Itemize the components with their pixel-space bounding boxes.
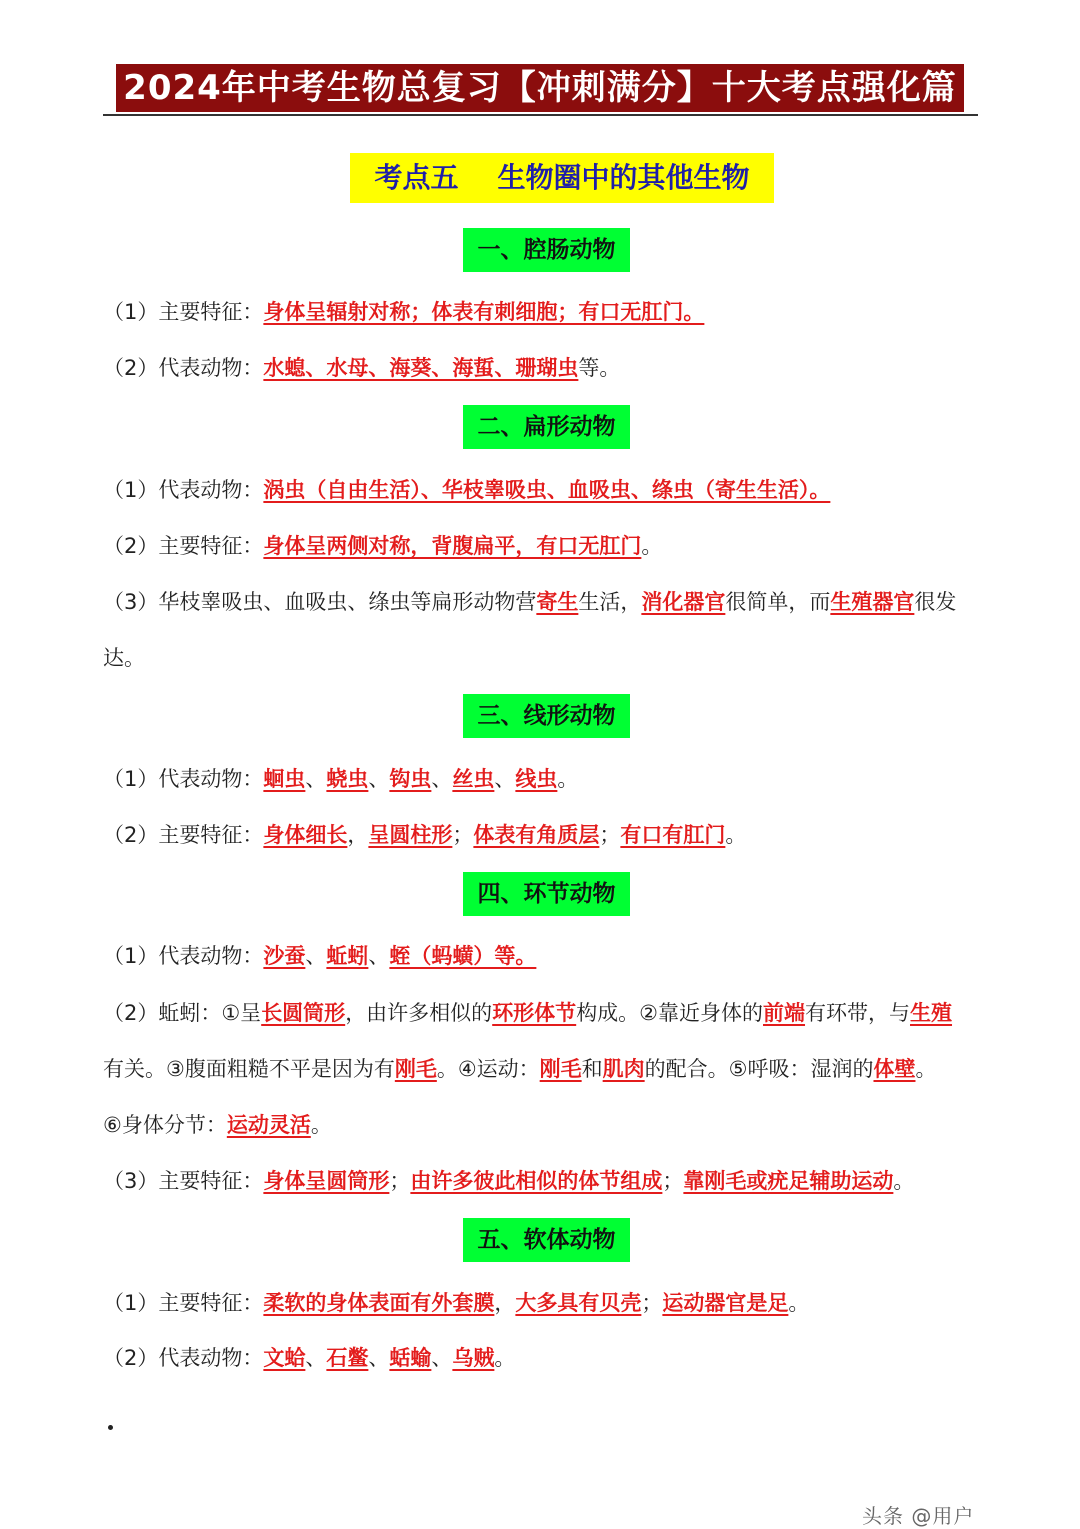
text-line: （3）华枝睾吸虫、血吸虫、绦虫等扁形动物营寄生生活，消化器官很简单，而生殖器官很发 — [103, 590, 957, 614]
keyword: 身体呈辐射对称；体表有刺细胞；有口无肛门。 — [263, 300, 705, 324]
keyword: 文蛤 — [263, 1346, 306, 1370]
keyword: 肌肉 — [602, 1057, 645, 1081]
keyword: 沙蚕 — [263, 944, 306, 968]
bullet-dot — [108, 1425, 113, 1430]
document-title-banner: 2024年中考生物总复习【冲刺满分】十大考点强化篇 — [116, 64, 964, 112]
text-line: （3）主要特征：身体呈圆筒形；由许多彼此相似的体节组成；靠刚毛或疣足辅助运动。 — [103, 1169, 915, 1193]
keyword: 丝虫 — [452, 767, 495, 791]
keyword: 生殖器官 — [830, 590, 915, 614]
text-line: （1）主要特征：柔软的身体表面有外套膜，大多具有贝壳；运动器官是足。 — [103, 1291, 810, 1315]
section-heading-roundworms: 三、线形动物 — [463, 694, 630, 738]
keyword: 有口有肛门 — [620, 823, 726, 847]
keyword: 大多具有贝壳 — [515, 1291, 642, 1315]
text-line: （2）主要特征：身体细长，呈圆柱形；体表有角质层；有口有肛门。 — [103, 823, 747, 847]
text-line: （1）代表动物：蛔虫、蛲虫、钩虫、丝虫、线虫。 — [103, 767, 579, 791]
keyword: 靠刚毛或疣足辅助运动 — [683, 1169, 894, 1193]
text-line: （2）代表动物：水螅、水母、海葵、海蜇、珊瑚虫等。 — [103, 356, 621, 380]
keyword: 由许多彼此相似的体节组成 — [410, 1169, 663, 1193]
text-line: （2）主要特征：身体呈两侧对称，背腹扁平，有口无肛门。 — [103, 534, 663, 558]
keyword: 体表有角质层 — [473, 823, 600, 847]
text-line: （1）代表动物：涡虫（自由生活）、华枝睾吸虫、血吸虫、绦虫（寄生生活）。 — [103, 478, 831, 502]
keyword: 蛭（蚂蟥）等。 — [389, 944, 537, 968]
keyword: 身体呈两侧对称，背腹扁平，有口无肛门 — [263, 534, 642, 558]
keyword: 呈圆柱形 — [368, 823, 453, 847]
section-heading-flatworms: 二、扁形动物 — [463, 405, 630, 449]
keyword: 刚毛 — [394, 1057, 437, 1081]
section-heading-annelids: 四、环节动物 — [463, 872, 630, 916]
keyword: 蛔虫 — [263, 767, 306, 791]
keyword: 蛞蝓 — [389, 1346, 432, 1370]
keyword: 蚯蚓 — [326, 944, 369, 968]
keyword: 环形体节 — [492, 1001, 577, 1025]
keyword: 体壁 — [873, 1057, 916, 1081]
keyword: 消化器官 — [641, 590, 726, 614]
section-heading-coelenterates: 一、腔肠动物 — [463, 228, 630, 272]
keyword: 身体细长 — [263, 823, 348, 847]
keyword: 运动灵活 — [226, 1113, 311, 1137]
text-line: 有关。③腹面粗糙不平是因为有刚毛。④运动：刚毛和肌肉的配合。⑤呼吸：湿润的体壁。 — [103, 1057, 937, 1081]
watermark: 头条 @用户 — [862, 1504, 975, 1528]
text-line: 达。 — [103, 646, 145, 670]
keyword: 寄生 — [536, 590, 579, 614]
keyword: 前端 — [763, 1001, 806, 1025]
keyword: 涡虫（自由生活）、华枝睾吸虫、血吸虫、绦虫（寄生生活）。 — [263, 478, 831, 502]
keyword: 生殖 — [910, 1001, 953, 1025]
keyword: 身体呈圆筒形 — [263, 1169, 390, 1193]
keyword: 线虫 — [515, 767, 558, 791]
topic-heading: 考点五 生物圈中的其他生物 — [350, 153, 774, 203]
text-line: （2）代表动物：文蛤、石鳖、蛞蝓、乌贼。 — [103, 1346, 516, 1370]
keyword: 长圆筒形 — [261, 1001, 346, 1025]
section-heading-mollusks: 五、软体动物 — [463, 1218, 630, 1262]
title-divider — [103, 114, 978, 116]
text-line: （1）主要特征：身体呈辐射对称；体表有刺细胞；有口无肛门。 — [103, 300, 705, 324]
keyword: 刚毛 — [539, 1057, 582, 1081]
text-line: （2）蚯蚓：①呈长圆筒形，由许多相似的环形体节构成。②靠近身体的前端有环带，与生殖 — [103, 1001, 953, 1025]
keyword: 乌贼 — [452, 1346, 495, 1370]
text-line: ⑥身体分节：运动灵活。 — [103, 1113, 332, 1137]
keyword: 运动器官是足 — [662, 1291, 789, 1315]
keyword: 石鳖 — [326, 1346, 369, 1370]
keyword: 蛲虫 — [326, 767, 369, 791]
keyword: 钩虫 — [389, 767, 432, 791]
text-line: （1）代表动物：沙蚕、蚯蚓、蛭（蚂蟥）等。 — [103, 944, 537, 968]
keyword: 水螅、水母、海葵、海蜇、珊瑚虫 — [263, 356, 579, 380]
keyword: 柔软的身体表面有外套膜 — [263, 1291, 495, 1315]
